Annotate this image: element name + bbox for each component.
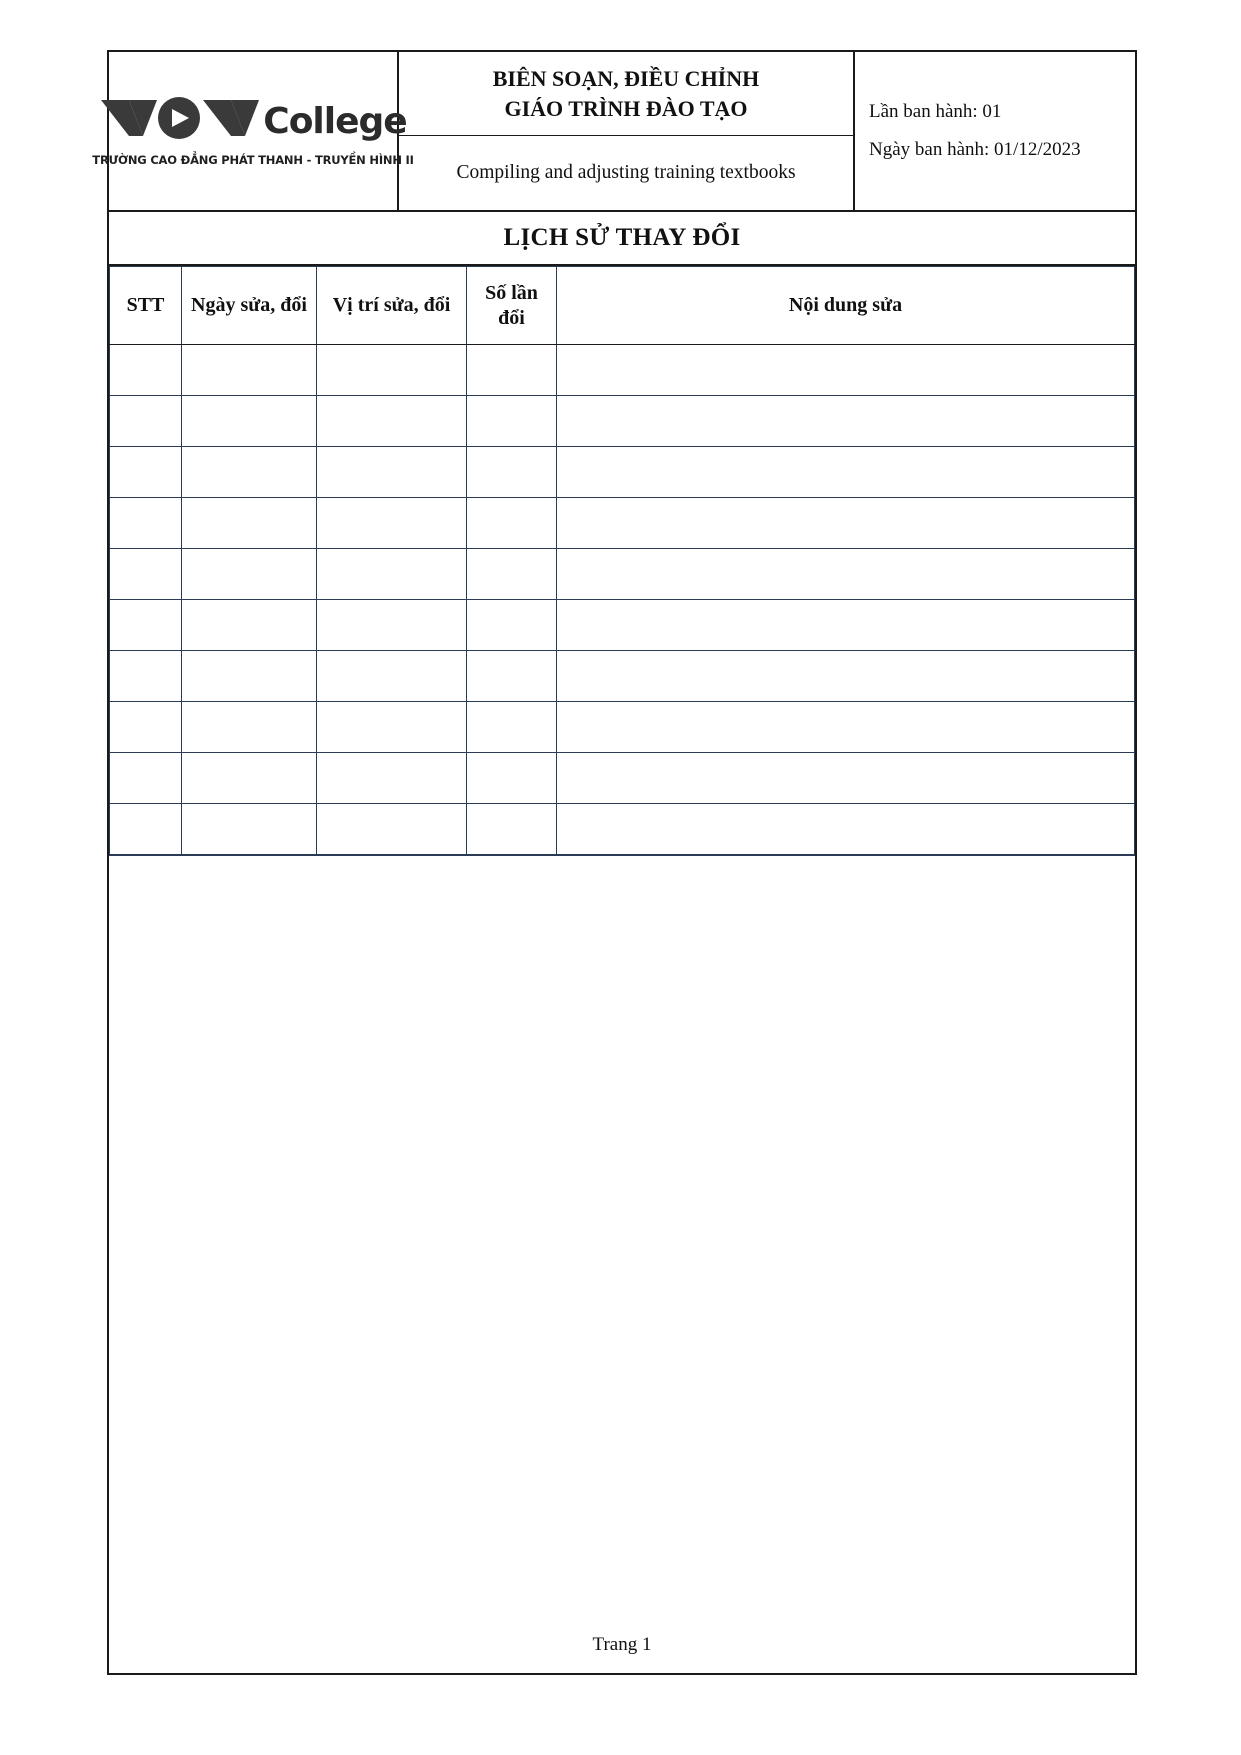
cell-content[interactable] xyxy=(557,549,1135,600)
cell-content[interactable] xyxy=(557,702,1135,753)
logo-subtitle: TRƯỜNG CAO ĐẲNG PHÁT THANH - TRUYỀN HÌNH II xyxy=(92,152,414,167)
cell-date[interactable] xyxy=(182,600,317,651)
column-header-position: Vị trí sửa, đổi xyxy=(317,267,467,345)
cell-position[interactable] xyxy=(317,651,467,702)
cell-date[interactable] xyxy=(182,447,317,498)
title-cell xyxy=(399,52,855,210)
cell-date[interactable] xyxy=(182,753,317,804)
cell-content[interactable] xyxy=(557,804,1135,855)
cell-date[interactable] xyxy=(182,549,317,600)
document-title-en: Compiling and adjusting training textbooks xyxy=(456,161,796,183)
logo-cell xyxy=(92,52,414,210)
column-header-count: Số lần đổi xyxy=(467,267,557,345)
cell-count[interactable] xyxy=(467,498,557,549)
cell-content[interactable] xyxy=(557,651,1135,702)
cell-stt[interactable] xyxy=(110,702,182,753)
cell-position[interactable] xyxy=(317,804,467,855)
cell-stt[interactable] xyxy=(110,753,182,804)
cell-stt[interactable] xyxy=(110,498,182,549)
column-header-stt: STT xyxy=(110,267,182,345)
cell-count[interactable] xyxy=(467,753,557,804)
history-table-body xyxy=(110,345,1135,855)
cell-count[interactable] xyxy=(467,600,557,651)
section-title: LỊCH SỬ THAY ĐỔI xyxy=(109,212,1135,266)
cell-count[interactable] xyxy=(467,651,557,702)
table-row xyxy=(110,345,1135,396)
cell-content[interactable] xyxy=(557,753,1135,804)
issue-date: Ngày ban hành: 01/12/2023 xyxy=(869,139,1081,160)
table-row xyxy=(110,549,1135,600)
cell-content[interactable] xyxy=(557,600,1135,651)
cell-count[interactable] xyxy=(467,345,557,396)
cell-stt[interactable] xyxy=(110,345,182,396)
cell-stt[interactable] xyxy=(110,396,182,447)
document-page xyxy=(92,50,1137,1675)
cell-count[interactable] xyxy=(467,804,557,855)
document-body-blank-area xyxy=(109,856,1135,1617)
logo-lockup xyxy=(99,96,406,149)
table-row xyxy=(110,447,1135,498)
history-table xyxy=(109,266,1135,855)
table-row xyxy=(110,396,1135,447)
cell-position[interactable] xyxy=(317,345,467,396)
vov-logo-icon xyxy=(99,96,259,149)
table-row xyxy=(110,600,1135,651)
cell-count[interactable] xyxy=(467,702,557,753)
cell-date[interactable] xyxy=(182,702,317,753)
cell-stt[interactable] xyxy=(110,447,182,498)
cell-stt[interactable] xyxy=(110,804,182,855)
history-table-wrapper xyxy=(109,266,1135,856)
table-row xyxy=(110,702,1135,753)
cell-position[interactable] xyxy=(317,396,467,447)
cell-stt[interactable] xyxy=(110,651,182,702)
issue-number: Lần ban hành: 01 xyxy=(869,101,1002,122)
table-row xyxy=(110,651,1135,702)
document-header xyxy=(92,52,1135,212)
cell-position[interactable] xyxy=(317,549,467,600)
table-row xyxy=(110,498,1135,549)
cell-position[interactable] xyxy=(317,447,467,498)
cell-content[interactable] xyxy=(557,447,1135,498)
cell-content[interactable] xyxy=(557,345,1135,396)
cell-stt[interactable] xyxy=(110,600,182,651)
cell-date[interactable] xyxy=(182,651,317,702)
page-number: Trang 1 xyxy=(592,1634,652,1655)
history-table-head xyxy=(110,267,1135,345)
cell-position[interactable] xyxy=(317,753,467,804)
cell-content[interactable] xyxy=(557,498,1135,549)
table-header-row xyxy=(110,267,1135,345)
cell-position[interactable] xyxy=(317,600,467,651)
column-header-content: Nội dung sửa xyxy=(557,267,1135,345)
cell-count[interactable] xyxy=(467,549,557,600)
cell-position[interactable] xyxy=(317,498,467,549)
cell-count[interactable] xyxy=(467,447,557,498)
cell-position[interactable] xyxy=(317,702,467,753)
logo-wordmark: College xyxy=(263,101,407,142)
table-row xyxy=(110,804,1135,855)
cell-stt[interactable] xyxy=(110,549,182,600)
column-header-date: Ngày sửa, đổi xyxy=(182,267,317,345)
document-title-vi xyxy=(399,52,853,136)
cell-content[interactable] xyxy=(557,396,1135,447)
cell-date[interactable] xyxy=(182,804,317,855)
cell-count[interactable] xyxy=(467,396,557,447)
document-meta-cell xyxy=(855,52,1135,210)
document-title-vi-line2: GIÁO TRÌNH ĐÀO TẠO xyxy=(504,95,748,121)
document-title-vi-line1: BIÊN SOẠN, ĐIỀU CHỈNH xyxy=(492,65,760,91)
cell-date[interactable] xyxy=(182,498,317,549)
cell-date[interactable] xyxy=(182,345,317,396)
page-footer xyxy=(109,1617,1135,1673)
cell-date[interactable] xyxy=(182,396,317,447)
table-row xyxy=(110,753,1135,804)
